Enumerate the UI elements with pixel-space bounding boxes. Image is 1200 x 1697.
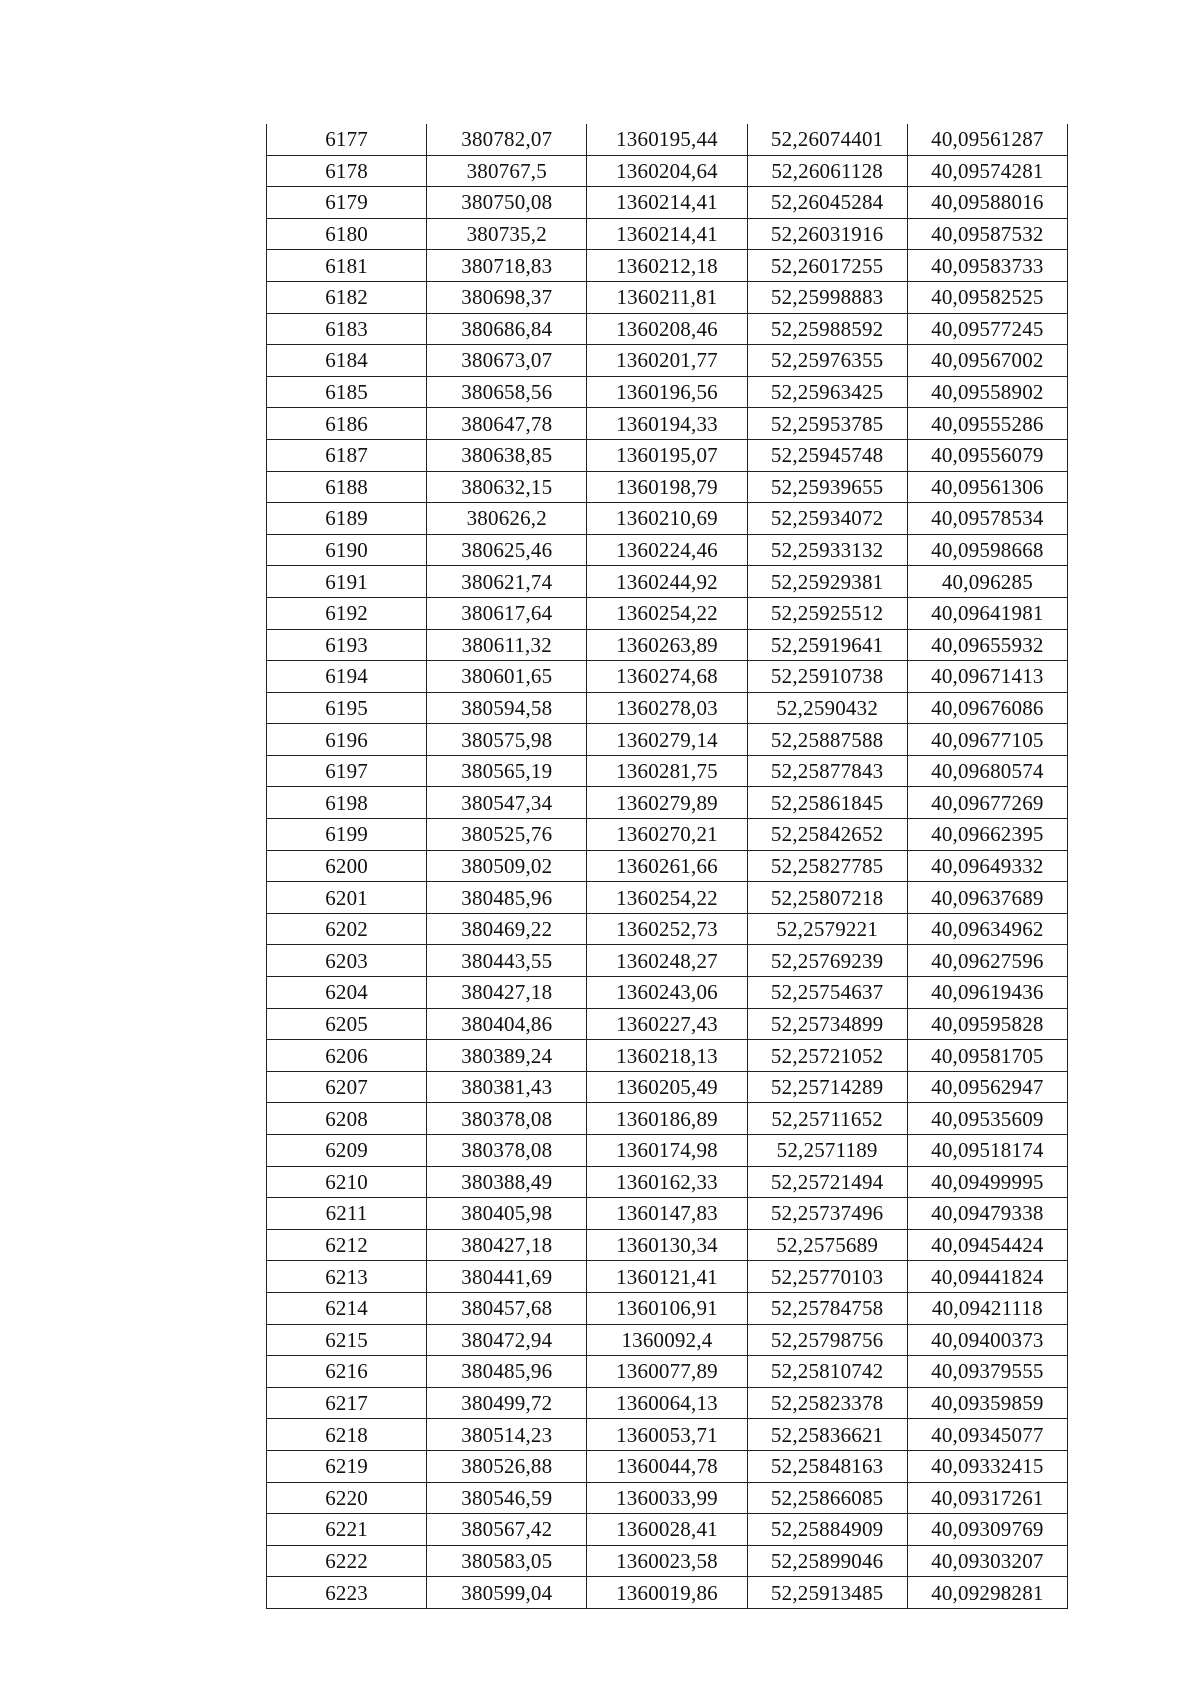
table-cell-latitude: 52,25827785 (747, 850, 907, 882)
table-cell-x-coordinate: 380485,96 (427, 882, 587, 914)
table-cell-y-coordinate: 1360214,41 (587, 218, 747, 250)
table-cell-longitude: 40,09671413 (907, 661, 1067, 693)
table-row (267, 281, 1068, 313)
table-cell-latitude: 52,25798756 (747, 1324, 907, 1356)
table-cell-longitude: 40,09379555 (907, 1356, 1067, 1388)
table-cell-point-number: 6204 (267, 977, 427, 1009)
table-cell-longitude: 40,09499995 (907, 1166, 1067, 1198)
table-cell-point-number: 6203 (267, 945, 427, 977)
table-cell-latitude: 52,25784758 (747, 1292, 907, 1324)
table-cell-latitude: 52,25933132 (747, 534, 907, 566)
table-cell-y-coordinate: 1360130,34 (587, 1229, 747, 1261)
table-cell-y-coordinate: 1360279,14 (587, 724, 747, 756)
table-cell-latitude: 52,25714289 (747, 1071, 907, 1103)
table-row (267, 819, 1068, 851)
table-cell-latitude: 52,25721052 (747, 1040, 907, 1072)
table-row (267, 566, 1068, 598)
table-cell-x-coordinate: 380381,43 (427, 1071, 587, 1103)
table-cell-x-coordinate: 380626,2 (427, 503, 587, 535)
table-cell-latitude: 52,25913485 (747, 1577, 907, 1609)
table-cell-latitude: 52,25910738 (747, 661, 907, 693)
table-cell-latitude: 52,25929381 (747, 566, 907, 598)
table-row (267, 1514, 1068, 1546)
table-cell-latitude: 52,25884909 (747, 1514, 907, 1546)
table-cell-longitude: 40,09561306 (907, 471, 1067, 503)
table-cell-latitude: 52,25899046 (747, 1545, 907, 1577)
table-cell-longitude: 40,09577245 (907, 313, 1067, 345)
table-row (267, 882, 1068, 914)
table-row (267, 1135, 1068, 1167)
table-cell-longitude: 40,09303207 (907, 1545, 1067, 1577)
table-cell-point-number: 6186 (267, 408, 427, 440)
table-cell-longitude: 40,09641981 (907, 597, 1067, 629)
table-cell-longitude: 40,09332415 (907, 1450, 1067, 1482)
table-cell-y-coordinate: 1360028,41 (587, 1514, 747, 1546)
table-cell-y-coordinate: 1360195,07 (587, 439, 747, 471)
table-row (267, 250, 1068, 282)
table-cell-y-coordinate: 1360252,73 (587, 913, 747, 945)
table-cell-longitude: 40,09555286 (907, 408, 1067, 440)
table-cell-latitude: 52,26045284 (747, 187, 907, 219)
table-cell-latitude: 52,25866085 (747, 1482, 907, 1514)
table-row (267, 218, 1068, 250)
table-cell-x-coordinate: 380389,24 (427, 1040, 587, 1072)
table-cell-x-coordinate: 380514,23 (427, 1419, 587, 1451)
table-row (267, 187, 1068, 219)
table-cell-latitude: 52,25861845 (747, 787, 907, 819)
table-cell-x-coordinate: 380457,68 (427, 1292, 587, 1324)
table-cell-latitude: 52,25976355 (747, 345, 907, 377)
table-cell-point-number: 6205 (267, 1008, 427, 1040)
table-cell-x-coordinate: 380621,74 (427, 566, 587, 598)
table-cell-longitude: 40,09454424 (907, 1229, 1067, 1261)
table-cell-y-coordinate: 1360248,27 (587, 945, 747, 977)
table-cell-point-number: 6192 (267, 597, 427, 629)
table-row (267, 1040, 1068, 1072)
table-cell-point-number: 6206 (267, 1040, 427, 1072)
table-row (267, 787, 1068, 819)
table-cell-point-number: 6215 (267, 1324, 427, 1356)
table-cell-y-coordinate: 1360263,89 (587, 629, 747, 661)
table-cell-longitude: 40,09556079 (907, 439, 1067, 471)
table-cell-longitude: 40,09627596 (907, 945, 1067, 977)
table-cell-x-coordinate: 380485,96 (427, 1356, 587, 1388)
table-row (267, 503, 1068, 535)
table-cell-longitude: 40,09558902 (907, 376, 1067, 408)
table-cell-longitude: 40,09634962 (907, 913, 1067, 945)
table-cell-x-coordinate: 380526,88 (427, 1450, 587, 1482)
coordinates-table (266, 124, 1068, 1609)
table-cell-longitude: 40,09598668 (907, 534, 1067, 566)
table-cell-x-coordinate: 380378,08 (427, 1103, 587, 1135)
table-cell-y-coordinate: 1360274,68 (587, 661, 747, 693)
table-cell-longitude: 40,09676086 (907, 692, 1067, 724)
table-cell-x-coordinate: 380388,49 (427, 1166, 587, 1198)
table-cell-point-number: 6202 (267, 913, 427, 945)
table-cell-latitude: 52,2579221 (747, 913, 907, 945)
table-cell-point-number: 6194 (267, 661, 427, 693)
table-cell-latitude: 52,25925512 (747, 597, 907, 629)
table-cell-point-number: 6177 (267, 124, 427, 155)
table-cell-point-number: 6195 (267, 692, 427, 724)
table-cell-x-coordinate: 380443,55 (427, 945, 587, 977)
table-cell-latitude: 52,25945748 (747, 439, 907, 471)
table-cell-y-coordinate: 1360278,03 (587, 692, 747, 724)
table-row (267, 1103, 1068, 1135)
table-cell-y-coordinate: 1360210,69 (587, 503, 747, 535)
table-cell-longitude: 40,09567002 (907, 345, 1067, 377)
table-cell-longitude: 40,09655932 (907, 629, 1067, 661)
table-row (267, 345, 1068, 377)
table-cell-latitude: 52,25737496 (747, 1198, 907, 1230)
table-cell-x-coordinate: 380378,08 (427, 1135, 587, 1167)
table-cell-point-number: 6200 (267, 850, 427, 882)
table-cell-point-number: 6208 (267, 1103, 427, 1135)
table-cell-longitude: 40,09677269 (907, 787, 1067, 819)
table-cell-point-number: 6188 (267, 471, 427, 503)
table-cell-y-coordinate: 1360044,78 (587, 1450, 747, 1482)
table-row (267, 850, 1068, 882)
table-cell-y-coordinate: 1360092,4 (587, 1324, 747, 1356)
table-row (267, 1356, 1068, 1388)
table-cell-y-coordinate: 1360281,75 (587, 755, 747, 787)
table-cell-y-coordinate: 1360106,91 (587, 1292, 747, 1324)
table-cell-latitude: 52,25807218 (747, 882, 907, 914)
table-cell-latitude: 52,25848163 (747, 1450, 907, 1482)
table-row (267, 471, 1068, 503)
table-cell-x-coordinate: 380638,85 (427, 439, 587, 471)
table-cell-point-number: 6179 (267, 187, 427, 219)
table-cell-longitude: 40,09574281 (907, 155, 1067, 187)
table-cell-longitude: 40,09649332 (907, 850, 1067, 882)
table-cell-y-coordinate: 1360214,41 (587, 187, 747, 219)
table-cell-latitude: 52,25734899 (747, 1008, 907, 1040)
table-cell-point-number: 6181 (267, 250, 427, 282)
table-row (267, 977, 1068, 1009)
table-cell-x-coordinate: 380625,46 (427, 534, 587, 566)
table-row (267, 913, 1068, 945)
table-cell-y-coordinate: 1360121,41 (587, 1261, 747, 1293)
table-cell-latitude: 52,25770103 (747, 1261, 907, 1293)
table-cell-x-coordinate: 380565,19 (427, 755, 587, 787)
table-cell-y-coordinate: 1360227,43 (587, 1008, 747, 1040)
table-cell-x-coordinate: 380750,08 (427, 187, 587, 219)
table-cell-longitude: 40,09581705 (907, 1040, 1067, 1072)
table-cell-x-coordinate: 380547,34 (427, 787, 587, 819)
table-cell-point-number: 6198 (267, 787, 427, 819)
table-row (267, 1545, 1068, 1577)
table-cell-point-number: 6218 (267, 1419, 427, 1451)
table-cell-point-number: 6220 (267, 1482, 427, 1514)
table-cell-latitude: 52,25998883 (747, 281, 907, 313)
table-cell-point-number: 6197 (267, 755, 427, 787)
table-row (267, 724, 1068, 756)
table-cell-point-number: 6196 (267, 724, 427, 756)
table-cell-latitude: 52,2590432 (747, 692, 907, 724)
table-cell-point-number: 6207 (267, 1071, 427, 1103)
table-cell-x-coordinate: 380767,5 (427, 155, 587, 187)
table-cell-y-coordinate: 1360198,79 (587, 471, 747, 503)
table-cell-y-coordinate: 1360196,56 (587, 376, 747, 408)
table-cell-point-number: 6212 (267, 1229, 427, 1261)
table-cell-y-coordinate: 1360033,99 (587, 1482, 747, 1514)
table-cell-x-coordinate: 380599,04 (427, 1577, 587, 1609)
table-cell-point-number: 6178 (267, 155, 427, 187)
table-row (267, 597, 1068, 629)
table-cell-y-coordinate: 1360194,33 (587, 408, 747, 440)
table-row (267, 945, 1068, 977)
table-cell-point-number: 6189 (267, 503, 427, 535)
table-cell-latitude: 52,25939655 (747, 471, 907, 503)
table-row (267, 155, 1068, 187)
table-cell-longitude: 40,09578534 (907, 503, 1067, 535)
table-row (267, 755, 1068, 787)
table-cell-point-number: 6209 (267, 1135, 427, 1167)
table-cell-longitude: 40,09583733 (907, 250, 1067, 282)
table-cell-point-number: 6201 (267, 882, 427, 914)
table-cell-longitude: 40,09582525 (907, 281, 1067, 313)
table-cell-longitude: 40,09677105 (907, 724, 1067, 756)
table-cell-longitude: 40,096285 (907, 566, 1067, 598)
table-row (267, 1324, 1068, 1356)
table-cell-point-number: 6183 (267, 313, 427, 345)
table-cell-x-coordinate: 380509,02 (427, 850, 587, 882)
table-cell-x-coordinate: 380617,64 (427, 597, 587, 629)
table-cell-longitude: 40,09587532 (907, 218, 1067, 250)
table-cell-x-coordinate: 380601,65 (427, 661, 587, 693)
table-cell-longitude: 40,09619436 (907, 977, 1067, 1009)
table-row (267, 124, 1068, 155)
table-cell-y-coordinate: 1360174,98 (587, 1135, 747, 1167)
table-cell-x-coordinate: 380611,32 (427, 629, 587, 661)
table-cell-point-number: 6219 (267, 1450, 427, 1482)
table-cell-point-number: 6185 (267, 376, 427, 408)
coordinates-table-body (267, 124, 1068, 1608)
table-row (267, 1008, 1068, 1040)
table-cell-longitude: 40,09637689 (907, 882, 1067, 914)
table-cell-x-coordinate: 380427,18 (427, 977, 587, 1009)
table-cell-latitude: 52,26074401 (747, 124, 907, 155)
table-cell-x-coordinate: 380469,22 (427, 913, 587, 945)
table-cell-x-coordinate: 380427,18 (427, 1229, 587, 1261)
table-cell-longitude: 40,09662395 (907, 819, 1067, 851)
table-row (267, 629, 1068, 661)
table-row (267, 1419, 1068, 1451)
table-cell-x-coordinate: 380575,98 (427, 724, 587, 756)
table-cell-latitude: 52,25953785 (747, 408, 907, 440)
table-cell-latitude: 52,25887588 (747, 724, 907, 756)
table-cell-y-coordinate: 1360243,06 (587, 977, 747, 1009)
table-row (267, 692, 1068, 724)
table-cell-x-coordinate: 380647,78 (427, 408, 587, 440)
table-row (267, 1387, 1068, 1419)
table-row (267, 1577, 1068, 1609)
table-cell-y-coordinate: 1360019,86 (587, 1577, 747, 1609)
table-cell-longitude: 40,09595828 (907, 1008, 1067, 1040)
table-cell-y-coordinate: 1360077,89 (587, 1356, 747, 1388)
table-row (267, 1482, 1068, 1514)
table-row (267, 313, 1068, 345)
table-row (267, 1166, 1068, 1198)
table-cell-longitude: 40,09561287 (907, 124, 1067, 155)
table-cell-point-number: 6217 (267, 1387, 427, 1419)
table-cell-x-coordinate: 380718,83 (427, 250, 587, 282)
table-cell-y-coordinate: 1360211,81 (587, 281, 747, 313)
table-cell-y-coordinate: 1360261,66 (587, 850, 747, 882)
table-cell-x-coordinate: 380673,07 (427, 345, 587, 377)
table-row (267, 439, 1068, 471)
table-cell-point-number: 6216 (267, 1356, 427, 1388)
table-cell-point-number: 6182 (267, 281, 427, 313)
table-cell-y-coordinate: 1360254,22 (587, 597, 747, 629)
table-cell-y-coordinate: 1360162,33 (587, 1166, 747, 1198)
table-cell-latitude: 52,26061128 (747, 155, 907, 187)
table-cell-longitude: 40,09562947 (907, 1071, 1067, 1103)
table-cell-latitude: 52,26031916 (747, 218, 907, 250)
table-cell-x-coordinate: 380698,37 (427, 281, 587, 313)
table-cell-y-coordinate: 1360224,46 (587, 534, 747, 566)
table-cell-x-coordinate: 380632,15 (427, 471, 587, 503)
table-cell-y-coordinate: 1360147,83 (587, 1198, 747, 1230)
table-cell-x-coordinate: 380546,59 (427, 1482, 587, 1514)
table-cell-latitude: 52,25754637 (747, 977, 907, 1009)
table-cell-longitude: 40,09421118 (907, 1292, 1067, 1324)
table-cell-y-coordinate: 1360212,18 (587, 250, 747, 282)
table-cell-longitude: 40,09535609 (907, 1103, 1067, 1135)
table-cell-point-number: 6211 (267, 1198, 427, 1230)
table-cell-latitude: 52,25877843 (747, 755, 907, 787)
table-cell-x-coordinate: 380686,84 (427, 313, 587, 345)
table-cell-point-number: 6187 (267, 439, 427, 471)
table-cell-x-coordinate: 380567,42 (427, 1514, 587, 1546)
table-cell-point-number: 6191 (267, 566, 427, 598)
table-cell-longitude: 40,09400373 (907, 1324, 1067, 1356)
table-cell-y-coordinate: 1360053,71 (587, 1419, 747, 1451)
table-cell-point-number: 6180 (267, 218, 427, 250)
table-row (267, 1198, 1068, 1230)
table-cell-point-number: 6221 (267, 1514, 427, 1546)
table-cell-x-coordinate: 380405,98 (427, 1198, 587, 1230)
table-cell-point-number: 6222 (267, 1545, 427, 1577)
table-cell-latitude: 52,25721494 (747, 1166, 907, 1198)
table-cell-longitude: 40,09441824 (907, 1261, 1067, 1293)
table-row (267, 534, 1068, 566)
table-row (267, 1450, 1068, 1482)
table-cell-x-coordinate: 380658,56 (427, 376, 587, 408)
table-cell-y-coordinate: 1360279,89 (587, 787, 747, 819)
table-cell-x-coordinate: 380525,76 (427, 819, 587, 851)
table-cell-latitude: 52,2575689 (747, 1229, 907, 1261)
table-cell-point-number: 6210 (267, 1166, 427, 1198)
table-cell-x-coordinate: 380441,69 (427, 1261, 587, 1293)
table-cell-point-number: 6184 (267, 345, 427, 377)
table-row (267, 408, 1068, 440)
table-cell-latitude: 52,26017255 (747, 250, 907, 282)
table-cell-longitude: 40,09345077 (907, 1419, 1067, 1451)
table-cell-y-coordinate: 1360186,89 (587, 1103, 747, 1135)
table-cell-y-coordinate: 1360195,44 (587, 124, 747, 155)
table-cell-longitude: 40,09309769 (907, 1514, 1067, 1546)
table-cell-x-coordinate: 380404,86 (427, 1008, 587, 1040)
table-cell-longitude: 40,09359859 (907, 1387, 1067, 1419)
table-cell-y-coordinate: 1360254,22 (587, 882, 747, 914)
table-cell-latitude: 52,25810742 (747, 1356, 907, 1388)
table-cell-longitude: 40,09518174 (907, 1135, 1067, 1167)
table-cell-latitude: 52,25711652 (747, 1103, 907, 1135)
table-cell-latitude: 52,25934072 (747, 503, 907, 535)
table-cell-y-coordinate: 1360208,46 (587, 313, 747, 345)
table-row (267, 1229, 1068, 1261)
table-cell-point-number: 6190 (267, 534, 427, 566)
table-row (267, 1071, 1068, 1103)
table-cell-latitude: 52,25919641 (747, 629, 907, 661)
table-cell-point-number: 6214 (267, 1292, 427, 1324)
table-cell-latitude: 52,25823378 (747, 1387, 907, 1419)
table-cell-point-number: 6199 (267, 819, 427, 851)
table-cell-x-coordinate: 380782,07 (427, 124, 587, 155)
table-cell-x-coordinate: 380583,05 (427, 1545, 587, 1577)
table-row (267, 1292, 1068, 1324)
table-cell-longitude: 40,09680574 (907, 755, 1067, 787)
table-cell-y-coordinate: 1360201,77 (587, 345, 747, 377)
table-row (267, 661, 1068, 693)
table-cell-x-coordinate: 380472,94 (427, 1324, 587, 1356)
table-cell-x-coordinate: 380499,72 (427, 1387, 587, 1419)
table-cell-y-coordinate: 1360244,92 (587, 566, 747, 598)
table-cell-y-coordinate: 1360204,64 (587, 155, 747, 187)
table-row (267, 376, 1068, 408)
table-cell-latitude: 52,25842652 (747, 819, 907, 851)
table-cell-y-coordinate: 1360023,58 (587, 1545, 747, 1577)
table-cell-latitude: 52,25836621 (747, 1419, 907, 1451)
table-cell-longitude: 40,09317261 (907, 1482, 1067, 1514)
table-cell-point-number: 6213 (267, 1261, 427, 1293)
table-cell-point-number: 6193 (267, 629, 427, 661)
table-cell-y-coordinate: 1360205,49 (587, 1071, 747, 1103)
table-cell-longitude: 40,09479338 (907, 1198, 1067, 1230)
table-cell-y-coordinate: 1360270,21 (587, 819, 747, 851)
table-cell-latitude: 52,2571189 (747, 1135, 907, 1167)
table-cell-longitude: 40,09588016 (907, 187, 1067, 219)
table-cell-y-coordinate: 1360064,13 (587, 1387, 747, 1419)
table-cell-latitude: 52,25769239 (747, 945, 907, 977)
table-row (267, 1261, 1068, 1293)
table-cell-y-coordinate: 1360218,13 (587, 1040, 747, 1072)
table-cell-x-coordinate: 380594,58 (427, 692, 587, 724)
table-cell-x-coordinate: 380735,2 (427, 218, 587, 250)
table-cell-latitude: 52,25988592 (747, 313, 907, 345)
table-cell-longitude: 40,09298281 (907, 1577, 1067, 1609)
table-cell-latitude: 52,25963425 (747, 376, 907, 408)
table-cell-point-number: 6223 (267, 1577, 427, 1609)
